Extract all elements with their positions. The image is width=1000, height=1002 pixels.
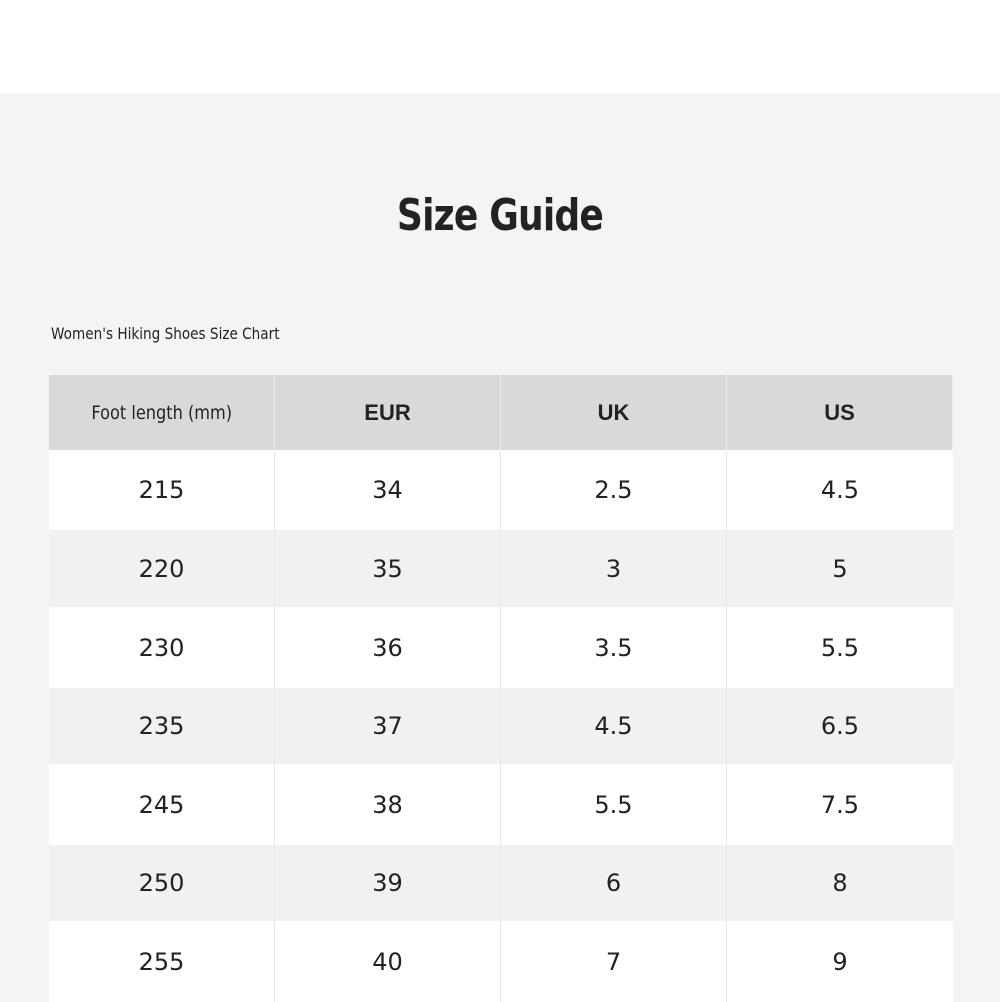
- table-row: [49, 530, 953, 607]
- cell-foot-length: 230: [49, 607, 275, 688]
- size-chart-table: [49, 375, 953, 1002]
- cell-uk: 5.5: [501, 764, 727, 845]
- cell-foot-length: 215: [49, 450, 275, 530]
- cell-eur: 39: [275, 845, 501, 921]
- cell-uk: 6: [501, 845, 727, 921]
- cell-foot-length: 250: [49, 845, 275, 921]
- cell-eur: 36: [275, 607, 501, 688]
- cell-foot-length: 220: [49, 530, 275, 607]
- table-row: [49, 450, 953, 530]
- column-header-eur: EUR: [275, 375, 501, 450]
- table-row: [49, 921, 953, 1002]
- cell-eur: 38: [275, 764, 501, 845]
- cell-us: 5.5: [727, 607, 953, 688]
- cell-eur: 40: [275, 921, 501, 1002]
- column-header-foot-length: Foot length (mm): [49, 375, 275, 450]
- cell-uk: 3.5: [501, 607, 727, 688]
- cell-eur: 37: [275, 688, 501, 764]
- cell-uk: 3: [501, 530, 727, 607]
- table-header-row: [49, 375, 953, 450]
- cell-foot-length: 255: [49, 921, 275, 1002]
- top-band: [0, 0, 1000, 93]
- table-row: [49, 845, 953, 921]
- cell-uk: 7: [501, 921, 727, 1002]
- cell-us: 5: [727, 530, 953, 607]
- column-header-us: US: [727, 375, 953, 450]
- cell-foot-length: 245: [49, 764, 275, 845]
- cell-us: 8: [727, 845, 953, 921]
- cell-uk: 2.5: [501, 450, 727, 530]
- cell-eur: 35: [275, 530, 501, 607]
- cell-eur: 34: [275, 450, 501, 530]
- cell-us: 9: [727, 921, 953, 1002]
- cell-us: 4.5: [727, 450, 953, 530]
- column-header-uk: UK: [501, 375, 727, 450]
- cell-foot-length: 235: [49, 688, 275, 764]
- chart-subtitle: Women's Hiking Shoes Size Chart: [51, 324, 280, 343]
- table-row: [49, 607, 953, 688]
- cell-uk: 4.5: [501, 688, 727, 764]
- cell-us: 6.5: [727, 688, 953, 764]
- table-row: [49, 688, 953, 764]
- cell-us: 7.5: [727, 764, 953, 845]
- page-title: Size Guide: [396, 190, 604, 241]
- table-row: [49, 764, 953, 845]
